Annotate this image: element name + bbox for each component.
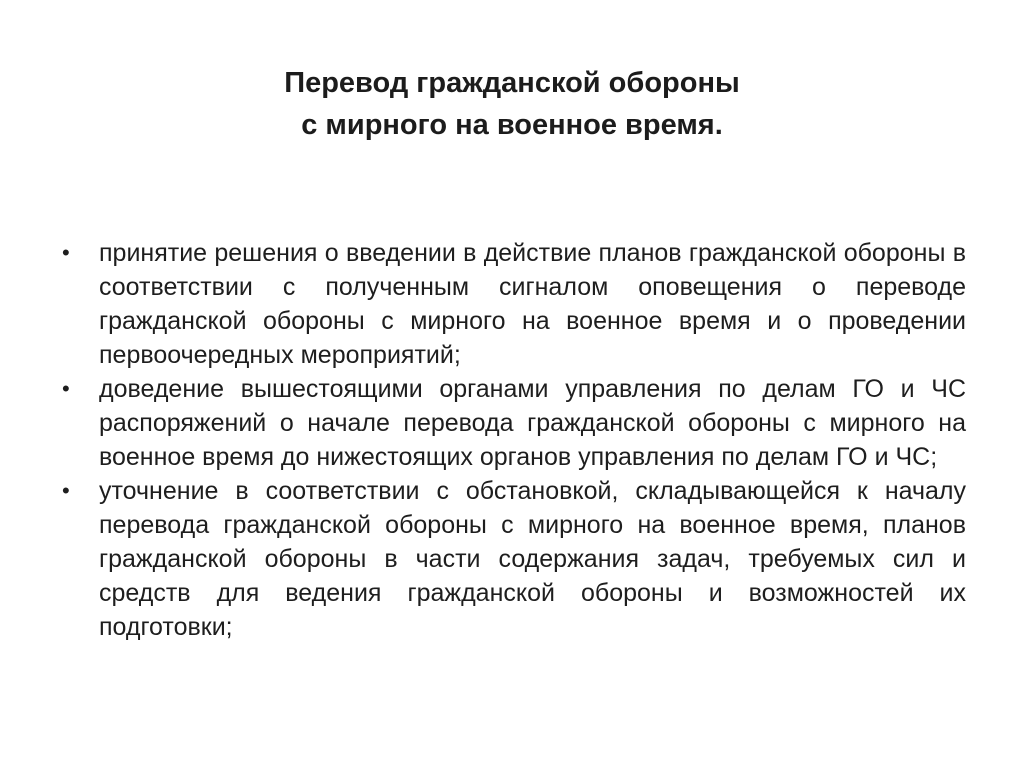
- bullet-dot-icon: •: [62, 478, 70, 503]
- bullet-list: [62, 236, 966, 644]
- slide-title-line-1: Перевод гражданской обороны: [284, 67, 740, 99]
- bullet-text: доведение вышестоящими органами управления по делам ГО и ЧС распоряжений о начале перевода гражданской обороны с мирного на военное время до нижестоящих органов управления по делам ГО и ЧС;: [99, 375, 966, 471]
- bullet-text: принятие решения о введении в действие планов гражданской обороны в соответствии с полученным сигналом оповещения о переводе гражданской обороны с мирного на военное время и о проведении первоочередных мероприятий;: [99, 239, 966, 369]
- bullet-text: уточнение в соответствии с обстановкой, складывающейся к началу перевода гражданской обороны с мирного на военное время, планов гражданской обороны в части содержания задач, требуемых сил и средств для ведения гражданской обороны и возможностей их подготовки;: [99, 477, 966, 641]
- bullet-item-decision: [62, 236, 966, 372]
- bullet-dot-icon: •: [62, 376, 70, 401]
- bullet-item-orders: [62, 372, 966, 474]
- bullet-dot-icon: •: [62, 240, 70, 265]
- slide-title-line-2: с мирного на военное время.: [301, 109, 723, 141]
- slide-title: [0, 62, 1024, 146]
- bullet-item-plans: [62, 474, 966, 644]
